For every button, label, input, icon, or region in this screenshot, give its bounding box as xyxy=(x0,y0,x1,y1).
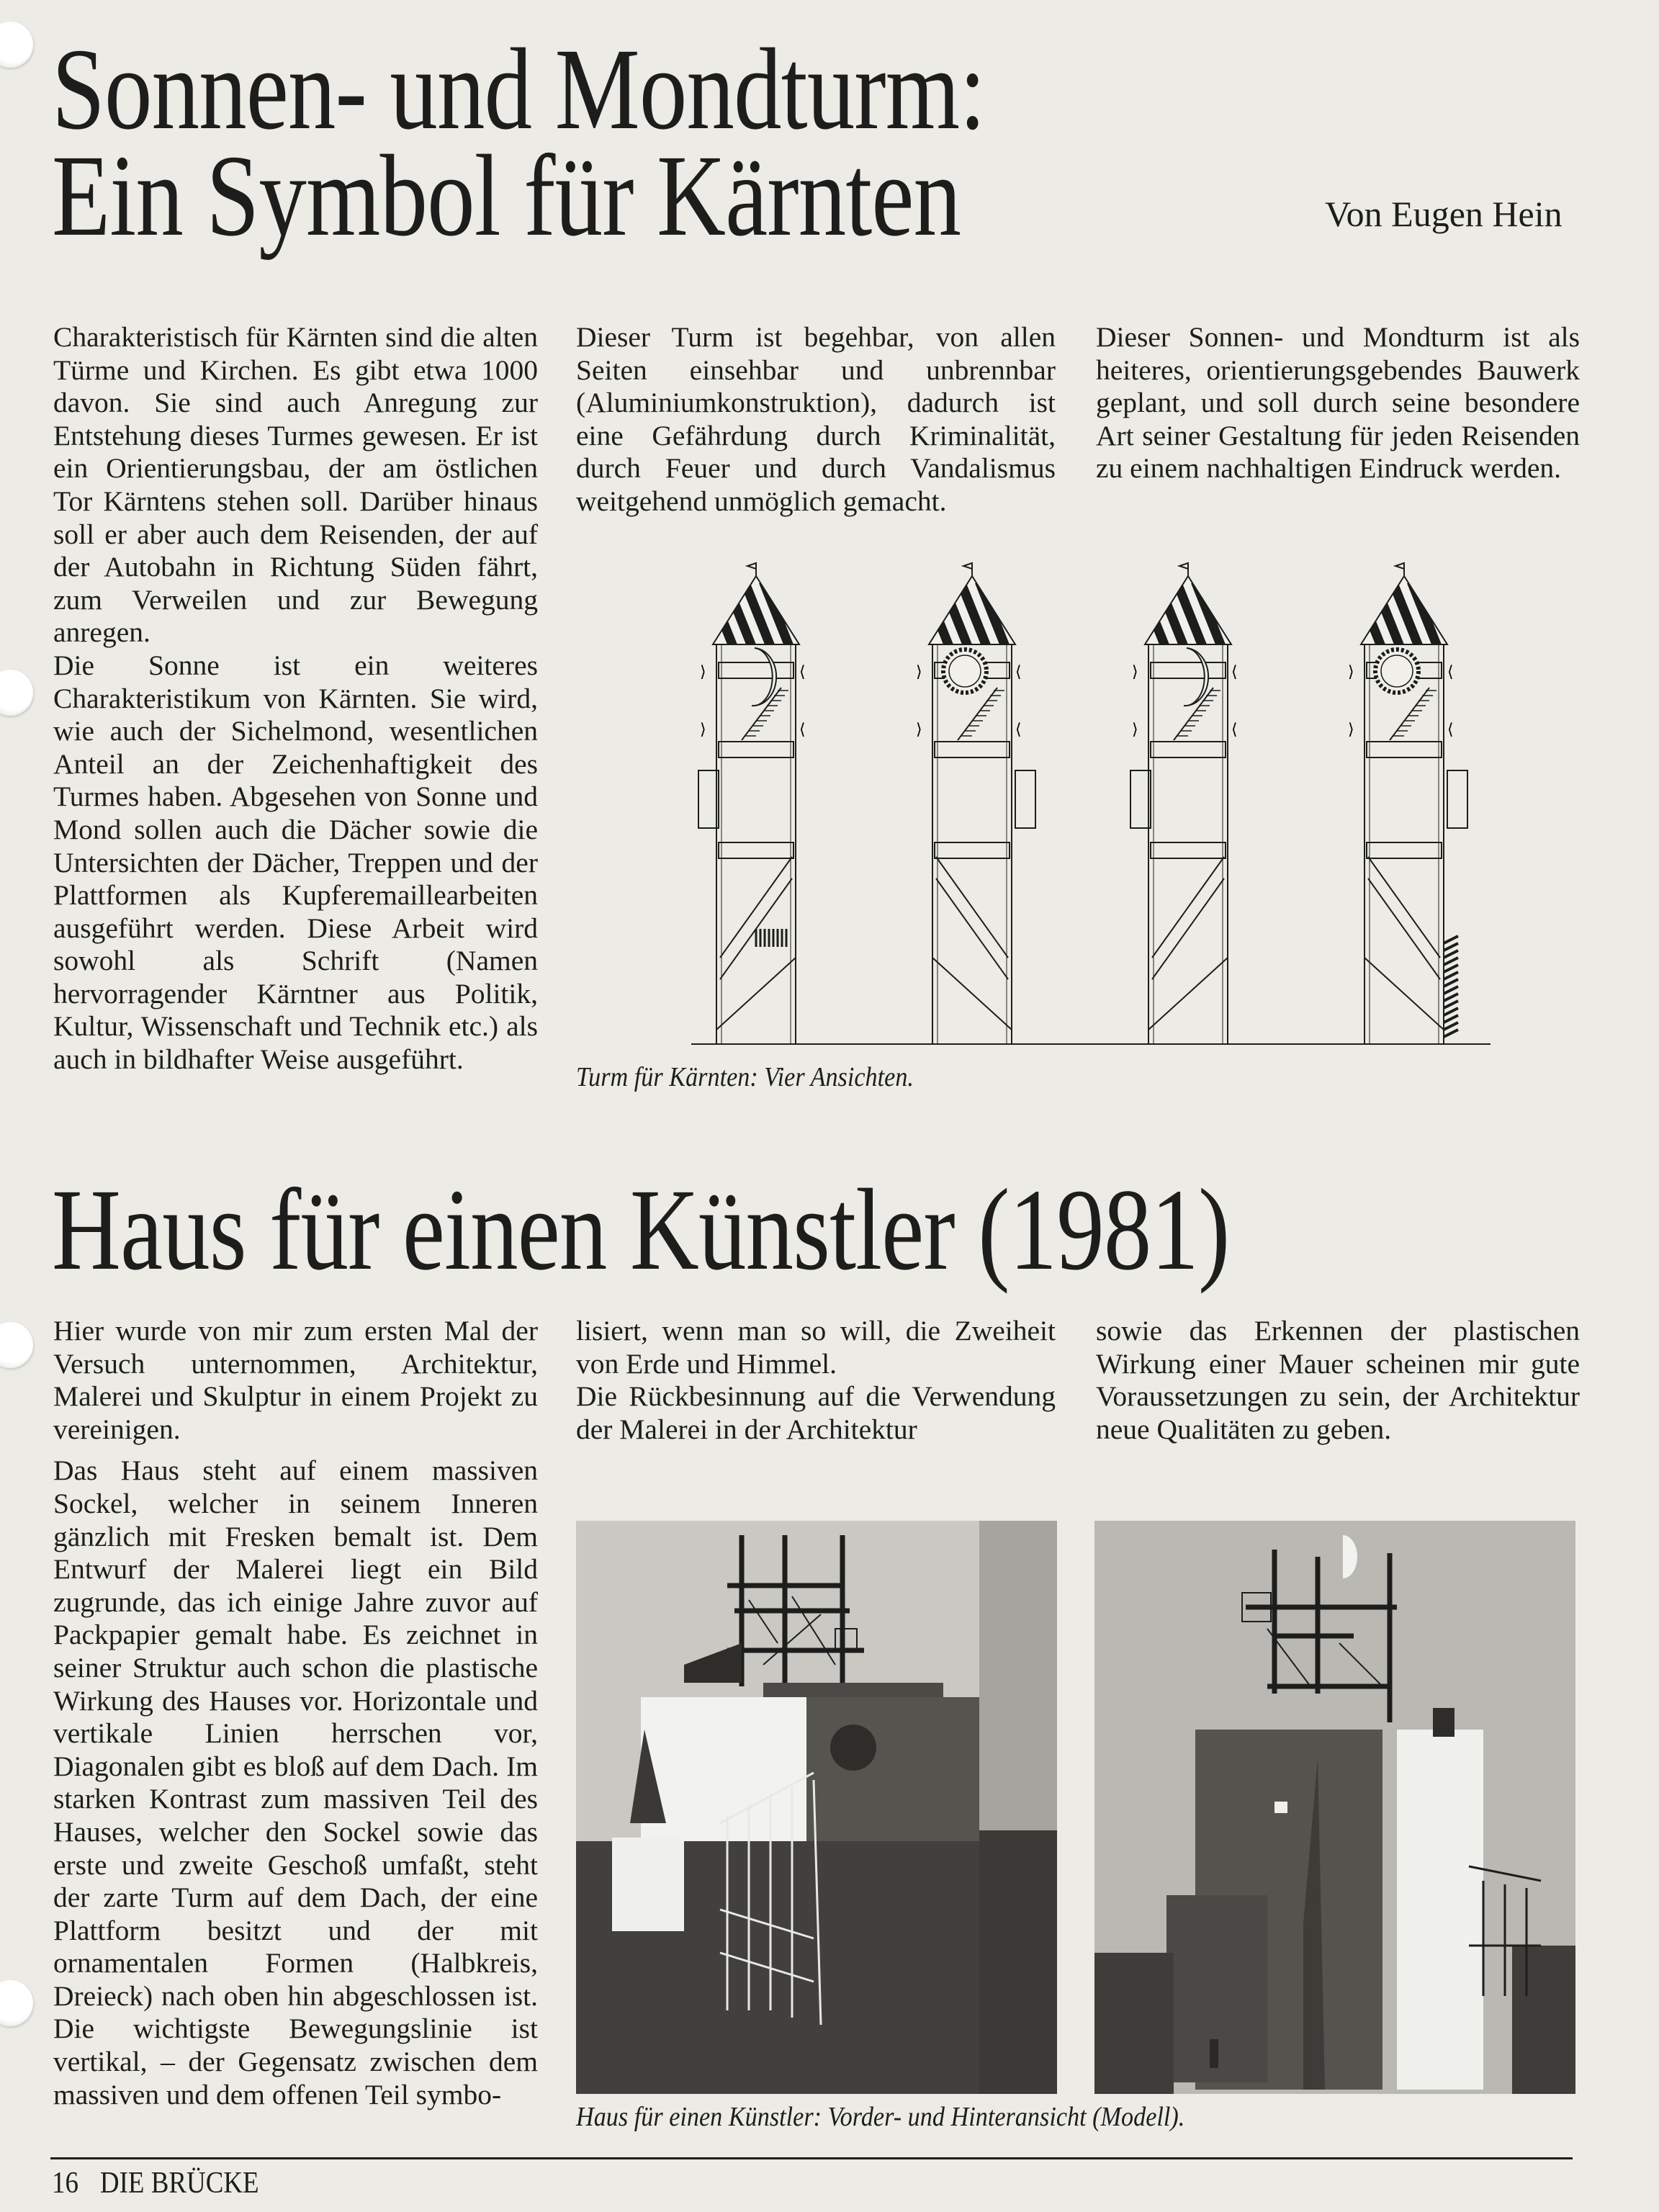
platform xyxy=(1151,662,1226,678)
balcony xyxy=(1015,770,1035,828)
bracket-ornament: ⟩ xyxy=(1132,663,1138,681)
paragraph: sowie das Erkennen der plastischen Wirkung einer Mauer scheinen mir gute Voraussetzungen zu sein, der Architektur neue Qualitäten zu geben. xyxy=(1096,1315,1580,1445)
tower-frame xyxy=(716,644,796,1044)
platform xyxy=(935,842,1010,858)
platform xyxy=(1151,742,1226,757)
article1-title-line1: Sonnen- und Mondturm: xyxy=(52,25,986,154)
tower-frame xyxy=(1364,644,1444,1044)
flag-icon xyxy=(1179,563,1188,569)
paragraph: Dieser Turm ist begehbar, von allen Seiten einsehbar und unbrennbar (Aluminiumkonstruktion), dadurch ist eine Gefährdung durch Kriminalität, durch Feuer und durch Vandalismus weitgehend unmöglich gemacht. xyxy=(576,321,1056,517)
bracket-ornament: ⟩ xyxy=(1348,721,1354,739)
article2-column-1 xyxy=(53,1315,538,2111)
tower-elevation xyxy=(916,563,1035,1044)
bracket-ornament: ⟨ xyxy=(799,663,806,681)
bracket-ornament: ⟨ xyxy=(1231,663,1238,681)
tower-elevation xyxy=(698,563,812,1044)
house-model-back-photo xyxy=(1094,1521,1575,2094)
platform xyxy=(1367,742,1442,757)
tower-elevation xyxy=(1348,563,1467,1044)
bracket-ornament: ⟩ xyxy=(1348,663,1354,681)
balcony xyxy=(1130,770,1151,828)
stair xyxy=(1368,857,1440,958)
paragraph: Hier wurde von mir zum ersten Mal der Versuch unternommen, Architektur, Malerei und Skulptur in einem Projekt zu vereinigen. xyxy=(53,1315,538,1445)
footer-rule xyxy=(50,2157,1573,2159)
stair xyxy=(1152,857,1224,958)
page-footer xyxy=(52,2166,259,2200)
stair xyxy=(936,857,1008,958)
crescent-moon-symbol xyxy=(1184,648,1208,706)
punch-hole xyxy=(0,22,33,68)
publication-name: DIE BRÜCKE xyxy=(99,2167,259,2200)
platform xyxy=(719,842,793,858)
punch-hole xyxy=(0,1980,33,2026)
bracket-ornament: ⟨ xyxy=(1015,721,1022,739)
platform xyxy=(719,742,793,757)
figure-caption: Turm für Kärnten: Vier Ansichten. xyxy=(576,1062,914,1092)
bracket-ornament: ⟨ xyxy=(1447,721,1454,739)
bracket-ornament: ⟩ xyxy=(916,663,922,681)
punch-hole xyxy=(0,670,33,716)
flag-icon xyxy=(963,563,972,569)
platform xyxy=(719,662,793,678)
photo-caption: Haus für einen Künstler: Vorder- und Hinteransicht (Modell). xyxy=(576,2102,1185,2132)
balcony xyxy=(698,770,719,828)
platform xyxy=(1151,842,1226,858)
article1-column-1 xyxy=(53,321,538,1076)
bracket-ornament: ⟨ xyxy=(799,721,806,739)
balcony xyxy=(1447,770,1467,828)
article1-column-2 xyxy=(576,321,1056,518)
paragraph: lisiert, wenn man so will, die Zweiheit von Erde und Himmel. xyxy=(576,1315,1056,1380)
bracket-ornament: ⟩ xyxy=(1132,721,1138,739)
bracket-ornament: ⟩ xyxy=(700,663,706,681)
article2-column-2 xyxy=(576,1315,1056,1446)
tower-elevation xyxy=(1130,563,1244,1044)
article2-column-3 xyxy=(1096,1315,1580,1446)
flag-icon xyxy=(747,563,756,569)
platform xyxy=(935,742,1010,757)
tower-frame xyxy=(1148,644,1228,1044)
bracket-ornament: ⟨ xyxy=(1447,663,1454,681)
platform xyxy=(1367,842,1442,858)
tower-frame xyxy=(932,644,1012,1044)
page-number: 16 xyxy=(52,2167,78,2200)
tower-elevations-figure xyxy=(691,554,1620,1051)
article1-column-3 xyxy=(1096,321,1580,485)
bracket-ornament: ⟩ xyxy=(916,721,922,739)
article2-title: Haus für einen Künstler (1981) xyxy=(52,1166,1230,1295)
article1-title-line2: Ein Symbol für Kärnten xyxy=(52,132,961,261)
crescent-moon-symbol xyxy=(752,648,776,706)
paragraph: Die Sonne ist ein weiteres Charakteristikum von Kärnten. Sie wird, wie auch der Sichelmond, wesentlichen Anteil an der Zeichenhaftigkeit des Turmes haben. Abgesehen von Sonne und Mond sollen auch die Dächer sowie die Untersichten der Dächer, Treppen und der Plattformen als Kupferemaillearbeiten ausgeführt werden. Diese Arbeit wird sowohl als Schrift (Namen hervorragender Kärntner aus Politik, Kultur, Wissenschaft und Technik etc.) als auch in bildhafter Weise ausgeführt. xyxy=(53,649,538,1076)
flag-icon xyxy=(1395,563,1404,569)
byline: Von Eugen Hein xyxy=(1325,194,1563,234)
bracket-ornament: ⟩ xyxy=(700,721,706,739)
bracket-ornament: ⟨ xyxy=(1015,663,1022,681)
house-model-front-photo xyxy=(576,1521,1057,2094)
paragraph: Das Haus steht auf einem massiven Sockel, welcher in seinem Inneren gänzlich mit Fresken bemalt ist. Dem Entwurf der Malerei liegt ein Bild zugrunde, das ich einige Jahre zuvor auf Packpapier gemalt habe. Es zeichnet in seiner Struktur auch schon die plastische Wirkung des Hauses vor. Horizontale und vertikale Linien herrschen vor, Diagonalen gibt es bloß auf dem Dach. Im starken Kontrast zum massiven Teil des Hauses, welcher den Sockel sowie das erste und zweite Geschoß umfaßt, steht der zarte Turm auf dem Dach, der eine Plattform besitzt und der mit ornamentalen Formen (Halbkreis, Dreieck) nach oben hin abgeschlossen ist. Die wichtigste Bewegungslinie ist vertikal, – der Gegensatz zwischen dem massiven und dem offenen Teil symbo- xyxy=(53,1455,538,2110)
punch-hole xyxy=(0,1322,33,1368)
paragraph: Charakteristisch für Kärnten sind die alten Türme und Kirchen. Es gibt etwa 1000 davon. Sie sind auch Anregung zur Entstehung dieses Turmes gewesen. Er ist ein Orientierungsbau, der am östlichen Tor Kärntens stehen soll. Darüber hinaus soll er aber auch dem Reisenden, der auf der Autobahn in Richtung Süden fährt, zum Verweilen und zur Bewegung anregen. xyxy=(53,321,538,649)
paragraph: Die Rückbesinnung auf die Verwendung der Malerei in der Architektur xyxy=(576,1380,1056,1445)
paragraph: Dieser Sonnen- und Mondturm ist als heiteres, orientierungsgebendes Bauwerk geplant, und soll durch seine besondere Art seiner Gestaltung für jeden Reisenden zu einem nachhaltigen Eindruck werden. xyxy=(1096,321,1580,485)
bracket-ornament: ⟨ xyxy=(1231,721,1238,739)
